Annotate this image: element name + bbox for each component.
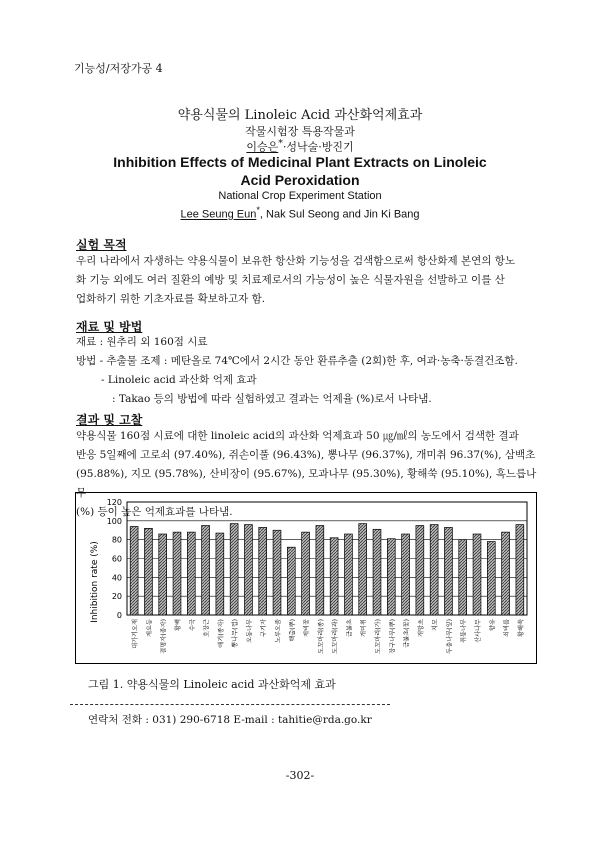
purpose-line: 우리 나라에서 자생하는 약용식물이 보유한 항산화 기능성을 검색함으로써 항산화제 본연의 항노 [76,255,516,267]
results-line: 반응 5일째에 고로쇠 (97.40%), 쥐손이풀 (96.43%), 뽕나무 (96.37%), 개미취 96.37(%), 삼백초 [76,449,536,461]
bar [316,526,324,615]
bar [487,542,495,615]
bar [445,527,453,615]
inhibition-bar-chart [75,492,537,664]
bar [373,529,381,615]
bar [516,525,524,615]
bar [130,526,138,615]
x-tick-label: 황백 [175,619,182,631]
divider [70,704,390,705]
authors-english: Lee Seung Eun*, Nak Sul Seong and Jin Ki Bang [180,205,420,221]
x-tick-label: 계요등 [146,619,154,637]
section-heading-purpose: 실험 목적 [76,238,127,252]
affiliation-korean: 작물시험장 특용작물과 [245,125,355,138]
x-tick-label: 개미취 [360,619,368,637]
x-tick-label: 지모 [432,619,440,631]
figure-caption: 그림 1. 약용식물의 Linoleic acid 과산화억제 효과 [88,678,336,691]
y-tick-label: 120 [106,498,122,507]
methods-assay: - Linoleic acid 과산화 억제 효과 [101,374,257,386]
x-tick-label: 쇠비름 [503,619,511,637]
y-tick-label: 100 [106,516,122,526]
x-tick-label: 제비꽃 [303,619,311,637]
bar [216,533,224,615]
x-tick-label: 구기자 [260,619,268,637]
x-tick-label: 도꼬마리(종) [317,619,325,654]
bar [330,538,338,615]
bar [173,532,181,615]
x-tick-label: 쥐똥나무 [460,619,468,643]
y-axis-label: Inhibition rate (%) [90,541,100,623]
title-english-line1: Inhibition Effects of Medicinal Plant Extracts on Linoleic [113,154,487,170]
bar [359,524,367,615]
x-tick-label: 산사나무 [475,619,482,643]
authors-korean: 이승은*·성낙술·방진기 [246,138,354,154]
bar [202,526,210,615]
x-tick-label: 뽕나무(껍) [232,619,240,648]
results-line: 약용식물 160점 시료에 대한 linoleic acid의 과산화 억제효과 50 ㎍/㎖의 농도에서 검색한 결과 [76,430,519,442]
x-tick-label: 금불초 [346,619,354,637]
coauthors-korean: ·성낙술·방진기 [282,140,354,154]
first-author-korean: 이승은 [246,140,279,154]
bar [230,524,238,615]
x-tick-label: 금불초(꽃) [403,619,411,648]
y-tick-label: 0 [116,611,122,620]
x-tick-label: 두충나무(잎) [446,619,454,654]
purpose-paragraph [76,252,546,309]
purpose-line: 화 기능 외에도 여러 질환의 예방 및 치료제로서의 가능성이 높은 식물자원을 선발하고 이를 산 [76,274,505,286]
x-tick-label: 도꼬마리(가) [375,619,382,654]
x-tick-label: 개망초 [417,619,425,637]
results-line: (%) 등이 높은 억제효과를 나타냄. [76,506,233,518]
title-english [0,153,600,189]
bar [145,528,153,615]
title-english-line2: Acid Peroxidation [240,172,360,188]
bar [245,525,253,615]
y-tick-label: 60 [111,554,122,564]
section-heading-methods: 재료 및 방법 [76,320,143,334]
methods-assay-detail: : Takao 등의 방법에 따라 실험하였고 결과는 억제율 (%)로서 나타냄. [112,393,432,405]
y-tick-label: 80 [111,535,122,545]
x-tick-label: 오동나무 [246,619,254,643]
methods-extraction: 방법 - 추출물 조제 : 메탄올로 74℃에서 2시간 동안 환류추출 (2회)한 후, 여과·농축·동결건조함. [76,355,518,367]
title-korean: 약용식물의 Linoleic Acid 과산화억제효과 [177,108,423,123]
y-tick-label: 40 [111,573,122,583]
bar [387,539,395,615]
bar [416,526,424,615]
page-number: -302- [285,769,315,782]
x-tick-label: 장구나무(뿌) [389,619,397,654]
running-header: 기능성/저장가공 4 [74,62,163,75]
bar [259,527,267,615]
bar [402,534,410,615]
x-tick-label: 애기(종자) [217,619,225,648]
x-tick-label: 도꼬마리(과) [332,619,340,654]
bar [345,534,353,615]
bar [430,525,438,615]
bar [473,534,481,615]
bar [273,530,281,615]
x-tick-label: 황해쑥 [517,619,525,637]
bar [187,532,195,615]
coauthors-english: , Nak Sul Seong and Jin Ki Bang [259,208,420,221]
x-tick-label: 백출(뿌) [289,619,297,642]
bar [459,540,467,615]
x-tick-label: 수국 [189,619,197,631]
x-tick-label: 대가기오재 [132,619,140,649]
x-tick-label: 향유 [489,619,497,631]
contact-info: 연락처 전화 : 031) 290-6718 E-mail : tahitie@rda.go.kr [88,714,372,726]
first-author-english: Lee Seung Eun [180,208,257,221]
section-heading-results: 결과 및 고찰 [76,413,143,427]
bar [302,532,310,615]
purpose-line: 업화하기 위한 기초자료를 확보하고자 함. [76,293,266,305]
x-tick-label: 호장근 [203,619,211,637]
x-tick-label: 결명자(종자) [160,619,168,654]
methods-materials: 재료 : 원추리 외 160점 시료 [76,336,208,348]
affiliation-english: National Crop Experiment Station [218,190,382,202]
results-line: (95.88%), 지모 (95.78%), 산비장이 (95.67%), 모과나무 (95.30%), 황해쑥 (95.10%), 흑느릅나무 [76,468,537,499]
bar [502,532,510,615]
x-tick-label: 노루오줌 [275,619,282,643]
bar [287,547,295,615]
y-tick-label: 20 [111,592,122,602]
bar [159,534,167,615]
